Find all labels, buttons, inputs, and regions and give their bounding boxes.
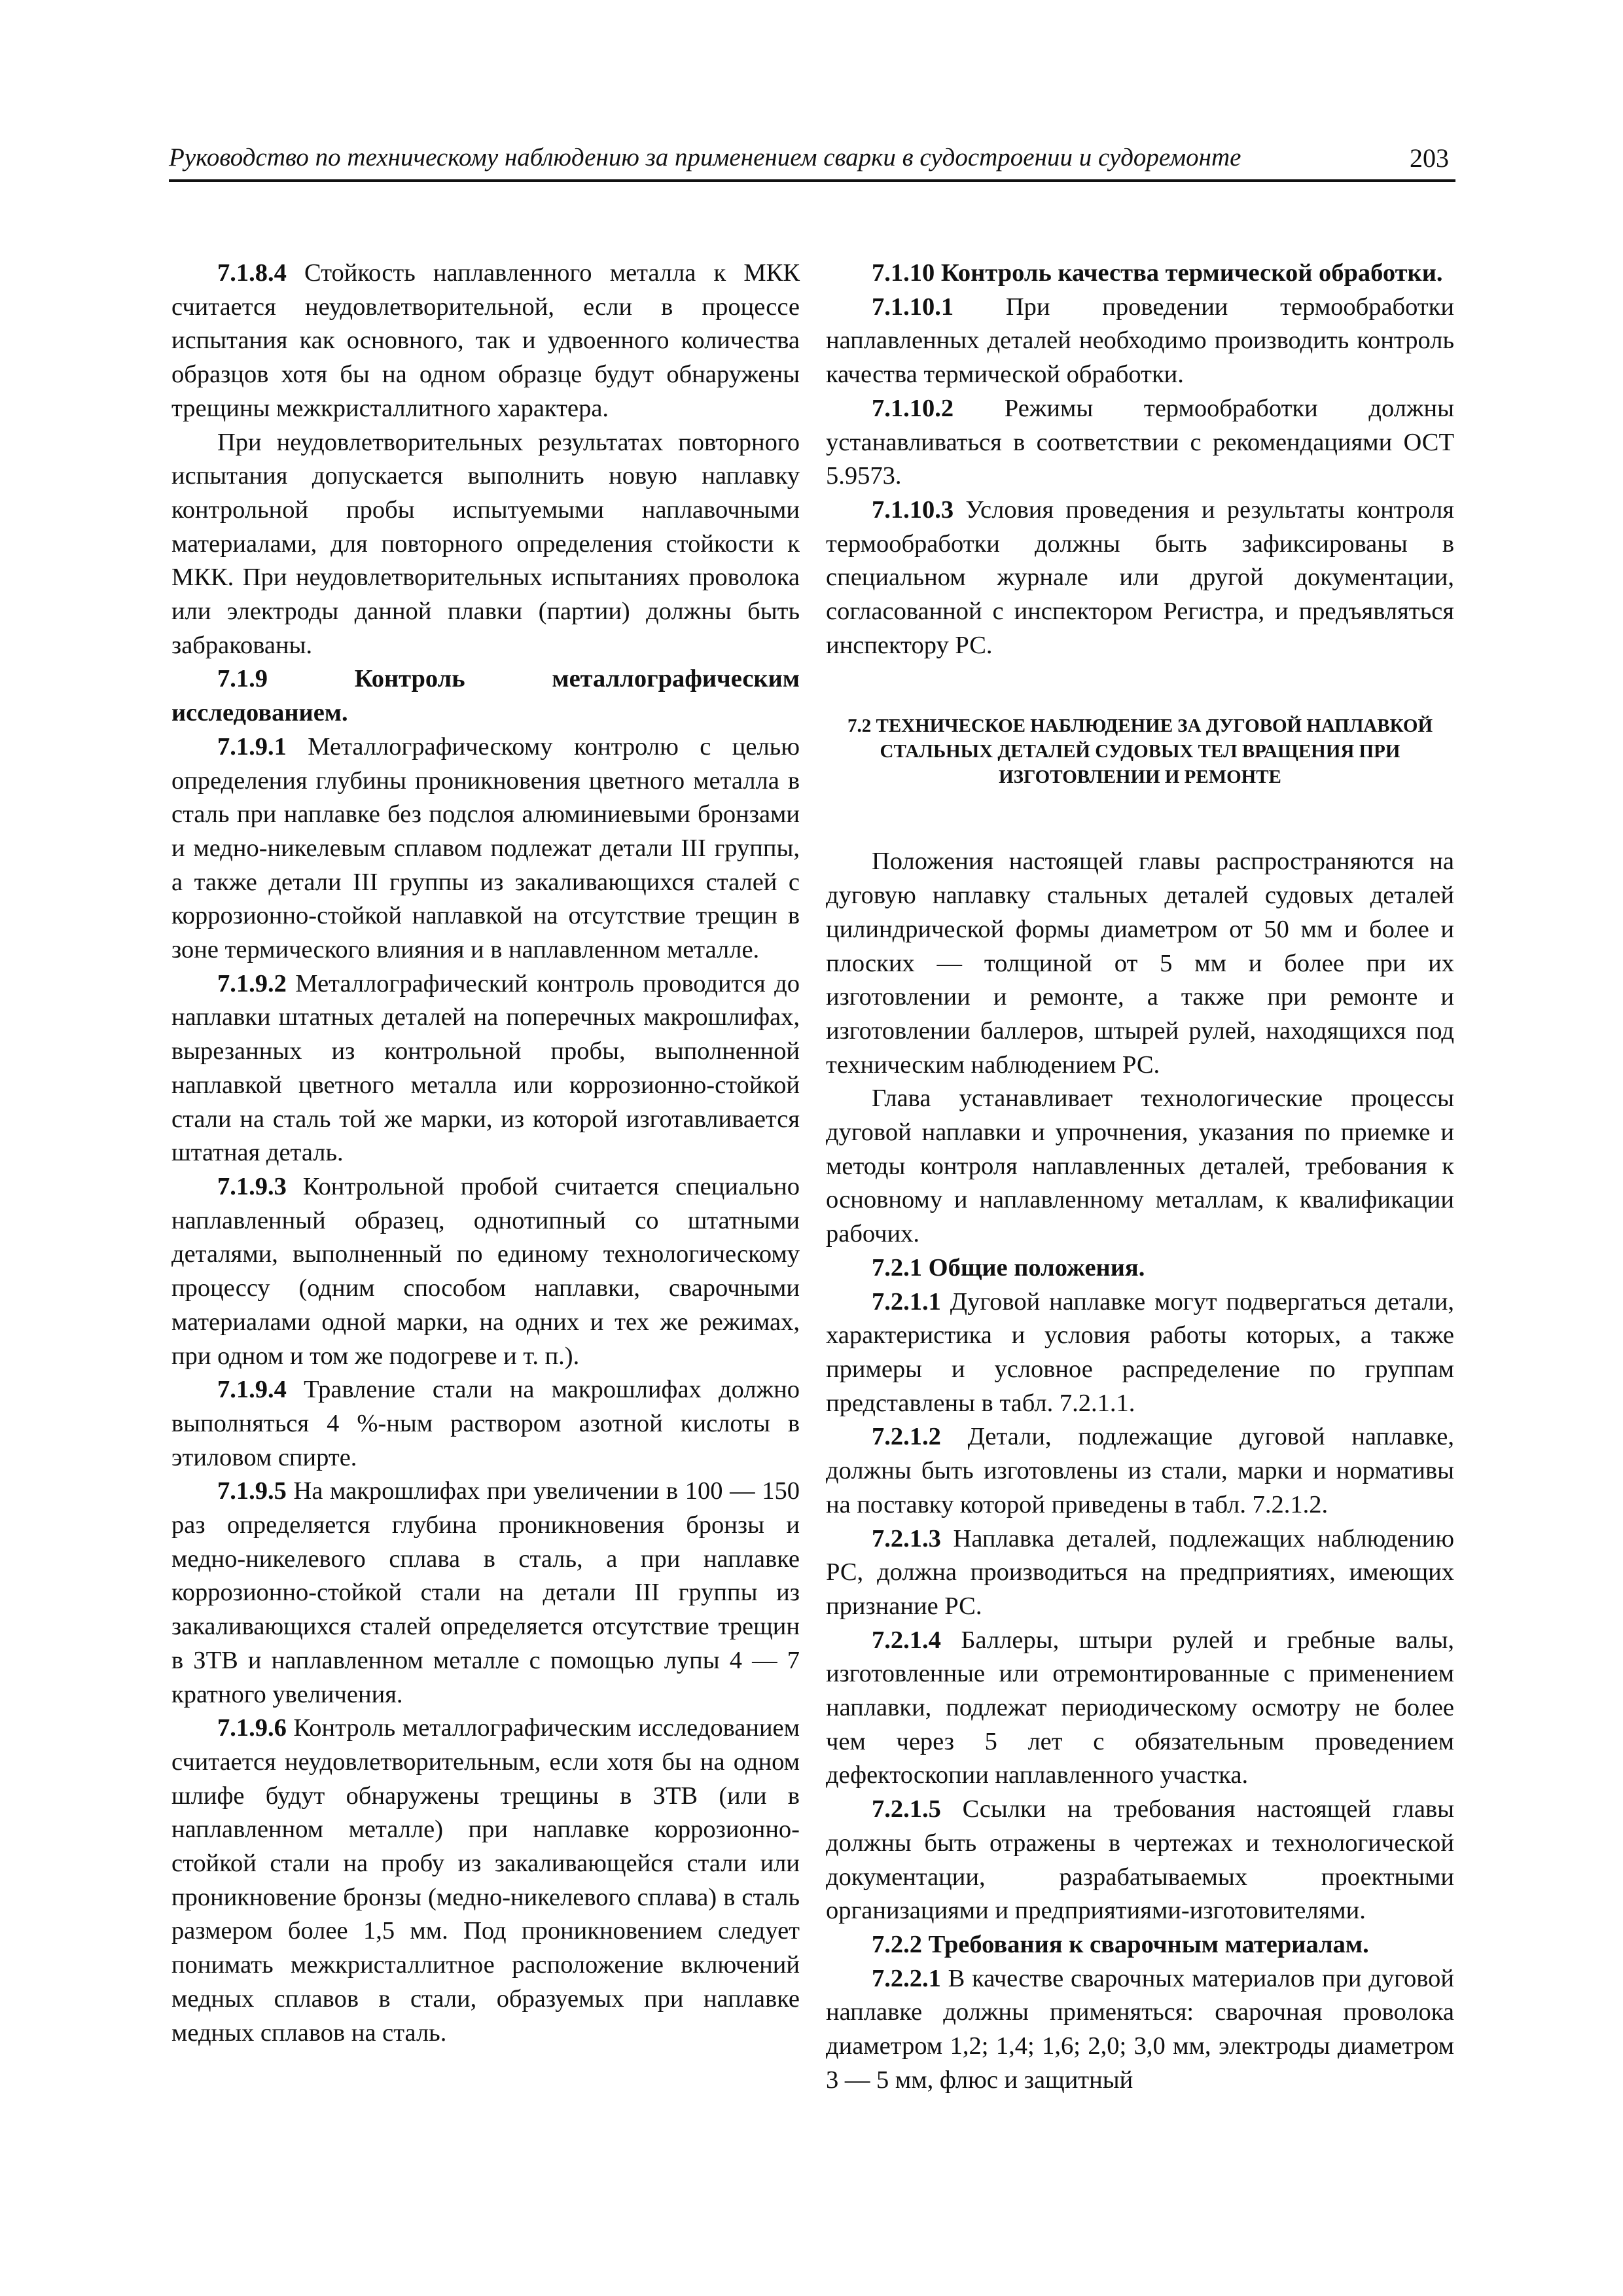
paragraph-text: При неудовлетворительных результатах повторного испытания допускается выполнить новую наплавку контрольной пробы испытуемыми наплавочными материалами, для повторного определения стойкости к МКК. При неудовлетворительных испытаниях проволока или электроды данной плавки (партии) должны быть забракованы. [171, 428, 800, 659]
paragraph-text: Ссылки на требования настоящей главы должны быть отражены в чертежах и технологической документации, разрабатываемых проектными организациями и предприятиями-изготовителями. [826, 1795, 1454, 1925]
paragraph [171, 1373, 800, 1475]
clause-number: 7.1.9.5 [217, 1477, 287, 1505]
paragraph-text: Металлографический контроль проводится до наплавки штатных деталей на поперечных макрошлифах, вырезанных из контрольной пробы, выполненной наплавкой цветного металла или коррозионно-стойкой стали на сталь той же марки, из которой изготавливается штатная деталь. [171, 969, 800, 1167]
clause-number: 7.2.1.5 [872, 1795, 941, 1823]
paragraph-text: Контрольной пробой считается специально наплавленный образец, однотипный со штатными деталями, выполненный по единому технологическому процессу (одним способом наплавки, сварочными материалами одной марки, на одних и тех же режимах, при одном и том же подогреве и т. п.). [171, 1172, 800, 1370]
section-title: 7.2 ТЕХНИЧЕСКОЕ НАБЛЮДЕНИЕ ЗА ДУГОВОЙ НАПЛАВКОЙ СТАЛЬНЫХ ДЕТАЛЕЙ СУДОВЫХ ТЕЛ ВРАЩЕНИЯ ПРИ ИЗГОТОВЛЕНИИ И РЕМОНТЕ [847, 715, 1433, 788]
paragraph-text: Режимы термообработки должны устанавливаться в соответствии с рекомендациями ОСТ 5.9573. [826, 394, 1454, 490]
clause-number: 7.1.9.6 [217, 1714, 287, 1742]
clause-number: 7.2.1.3 [872, 1524, 941, 1552]
clause-number: 7.1.10.2 [872, 394, 954, 422]
clause-number: 7.1.9.3 [217, 1172, 287, 1200]
clause-number: 7.2.2.1 [872, 1964, 941, 1992]
subsection-heading [826, 257, 1454, 291]
clause-number: 7.1.9.1 [217, 732, 287, 761]
paragraph-text: Детали, подлежащие дуговой наплавке, должны быть изготовлены из стали, марки и нормативы на поставку которой приведены в табл. 7.2.1.2. [826, 1423, 1454, 1518]
paragraph-text: Травление стали на макрошлифах должно выполняться 4 %-ным раствором азотной кислоты в этиловом спирте. [171, 1376, 800, 1471]
paragraph-text: Наплавка деталей, подлежащих наблюдению РС, должна производиться на предприятиях, имеющих признание РС. [826, 1524, 1454, 1620]
paragraph [826, 493, 1454, 663]
paragraph [826, 1522, 1454, 1624]
left-column [171, 257, 800, 2050]
heading-text: Общие положения. [922, 1253, 1145, 1282]
paragraph [171, 1170, 800, 1373]
paragraph [171, 1712, 800, 2050]
paragraph [171, 967, 800, 1170]
running-header [169, 143, 1455, 182]
paragraph [826, 392, 1454, 493]
paragraph-text: Положения настоящей главы распространяются на дуговую наплавку стальных деталей судовых деталей цилиндрической формы диаметром от 50 мм и более и плоских — толщиной от 5 мм и более при их изготовлении и ремонте, а также при ремонте и изготовлении баллеров, штырей рулей, находящихся под техническим наблюдением РС. [826, 848, 1454, 1079]
clause-number: 7.1.10 [872, 259, 935, 287]
paragraph [171, 257, 800, 426]
paragraph [826, 1082, 1454, 1251]
right-column [826, 257, 1454, 2097]
header-title: Руководство по техническому наблюдению за применением сварки в судостроении и судоремонте [169, 143, 1241, 171]
heading-text: Требования к сварочным материалам. [922, 1930, 1369, 1958]
clause-number: 7.1.10.3 [872, 495, 954, 524]
subsection-heading [826, 1928, 1454, 1962]
paragraph [826, 1285, 1454, 1421]
subsection-heading [826, 1251, 1454, 1285]
heading-text: Контроль качества термической обработки. [935, 259, 1443, 287]
paragraph-text: В качестве сварочных материалов при дуговой наплавке должны применяться: сварочная проволока диаметром 1,2; 1,4; 1,6; 2,0; 3,0 мм, электроды диаметром 3 — 5 мм, флюс и защитный [826, 1964, 1454, 2094]
subsection-heading [171, 662, 800, 730]
paragraph [826, 1962, 1454, 2098]
paragraph [826, 1420, 1454, 1522]
clause-number: 7.1.8.4 [217, 259, 287, 287]
paragraph [171, 1475, 800, 1712]
clause-number: 7.1.9 [217, 665, 268, 693]
clause-number: 7.2.1 [872, 1253, 922, 1282]
paragraph [826, 291, 1454, 392]
paragraph-text: Баллеры, штыри рулей и гребные валы, изготовленные или отремонтированные с применением наплавки, подлежат периодическому осмотру не более чем через 5 лет с обязательным проведением дефектоскопии наплавленного участка. [826, 1626, 1454, 1789]
paragraph-text: На макрошлифах при увеличении в 100 — 150 раз определяется глубина проникновения бронзы и медно-никелевого сплава в сталь, а при наплавке коррозионно-стойкой стали на детали III группы из закаливающихся сталей определяется отсутствие трещин в ЗТВ и наплавленном металле с помощью лупы 4 — 7 кратного увеличения. [171, 1477, 800, 1708]
paragraph-text: Металлографическому контролю с целью определения глубины проникновения цветного металла в сталь при наплавке без подслоя алюминиевыми бронзами и медно-никелевым сплавом подлежат детали III группы, а также детали III группы из закаливающихся сталей с коррозионно-стойкой наплавкой на отсутствие трещин в зоне термического влияния и в наплавленном металле. [171, 732, 800, 964]
clause-number: 7.1.9.4 [217, 1376, 287, 1404]
page-number: 203 [1410, 143, 1449, 173]
paragraph [826, 1793, 1454, 1928]
clause-number: 7.2.2 [872, 1930, 922, 1958]
paragraph [826, 1624, 1454, 1793]
paragraph [171, 426, 800, 663]
paragraph [171, 730, 800, 967]
paragraph-text: Дуговой наплавке могут подвергаться детали, характеристика и условия работы которых, а также примеры и условное распределение по группам представлены в табл. 7.2.1.1. [826, 1287, 1454, 1417]
paragraph-text: Контроль металлографическим исследованием считается неудовлетворительным, если хотя бы на одном шлифе будут обнаружены трещины в ЗТВ (или в наплавленном металле) при наплавке коррозионно-стойкой стали на пробу из закаливающейся стали или проникновение бронзы (медно-никелевого сплава) в сталь размером более 1,5 мм. Под проникновением следует понимать межкристаллитное расположение включений медных сплавов в стали, образуемых при наплавке медных сплавов на сталь. [171, 1714, 800, 2047]
paragraph-text: Условия проведения и результаты контроля термообработки должны быть зафиксированы в специальном журнале или другой документации, согласованной с инспектором Регистра, и предъявляться инспектору РС. [826, 495, 1454, 659]
clause-number: 7.2.1.4 [872, 1626, 941, 1654]
clause-number: 7.1.9.2 [217, 969, 287, 997]
clause-number: 7.2.1.2 [872, 1423, 941, 1451]
heading-text: Контроль металлографическим исследованием. [171, 665, 800, 727]
paragraph [826, 845, 1454, 1082]
paragraph-text: Глава устанавливает технологические процессы дуговой наплавки и упрочнения, указания по приемке и методы контроля наплавленных деталей, требования к основному и наплавленному металлам, к квалификации рабочих. [826, 1085, 1454, 1248]
paragraph-text: При проведении термообработки наплавленных деталей необходимо производить контроль качества термической обработки. [826, 293, 1454, 389]
clause-number: 7.1.10.1 [872, 293, 954, 321]
clause-number: 7.2.1.1 [872, 1287, 941, 1316]
paragraph-text: Стойкость наплавленного металла к МКК считается неудовлетворительной, если в процессе испытания как основного, так и удвоенного количества образцов хотя бы на одном образце будут обнаружены трещины межкристаллитного характера. [171, 259, 800, 422]
